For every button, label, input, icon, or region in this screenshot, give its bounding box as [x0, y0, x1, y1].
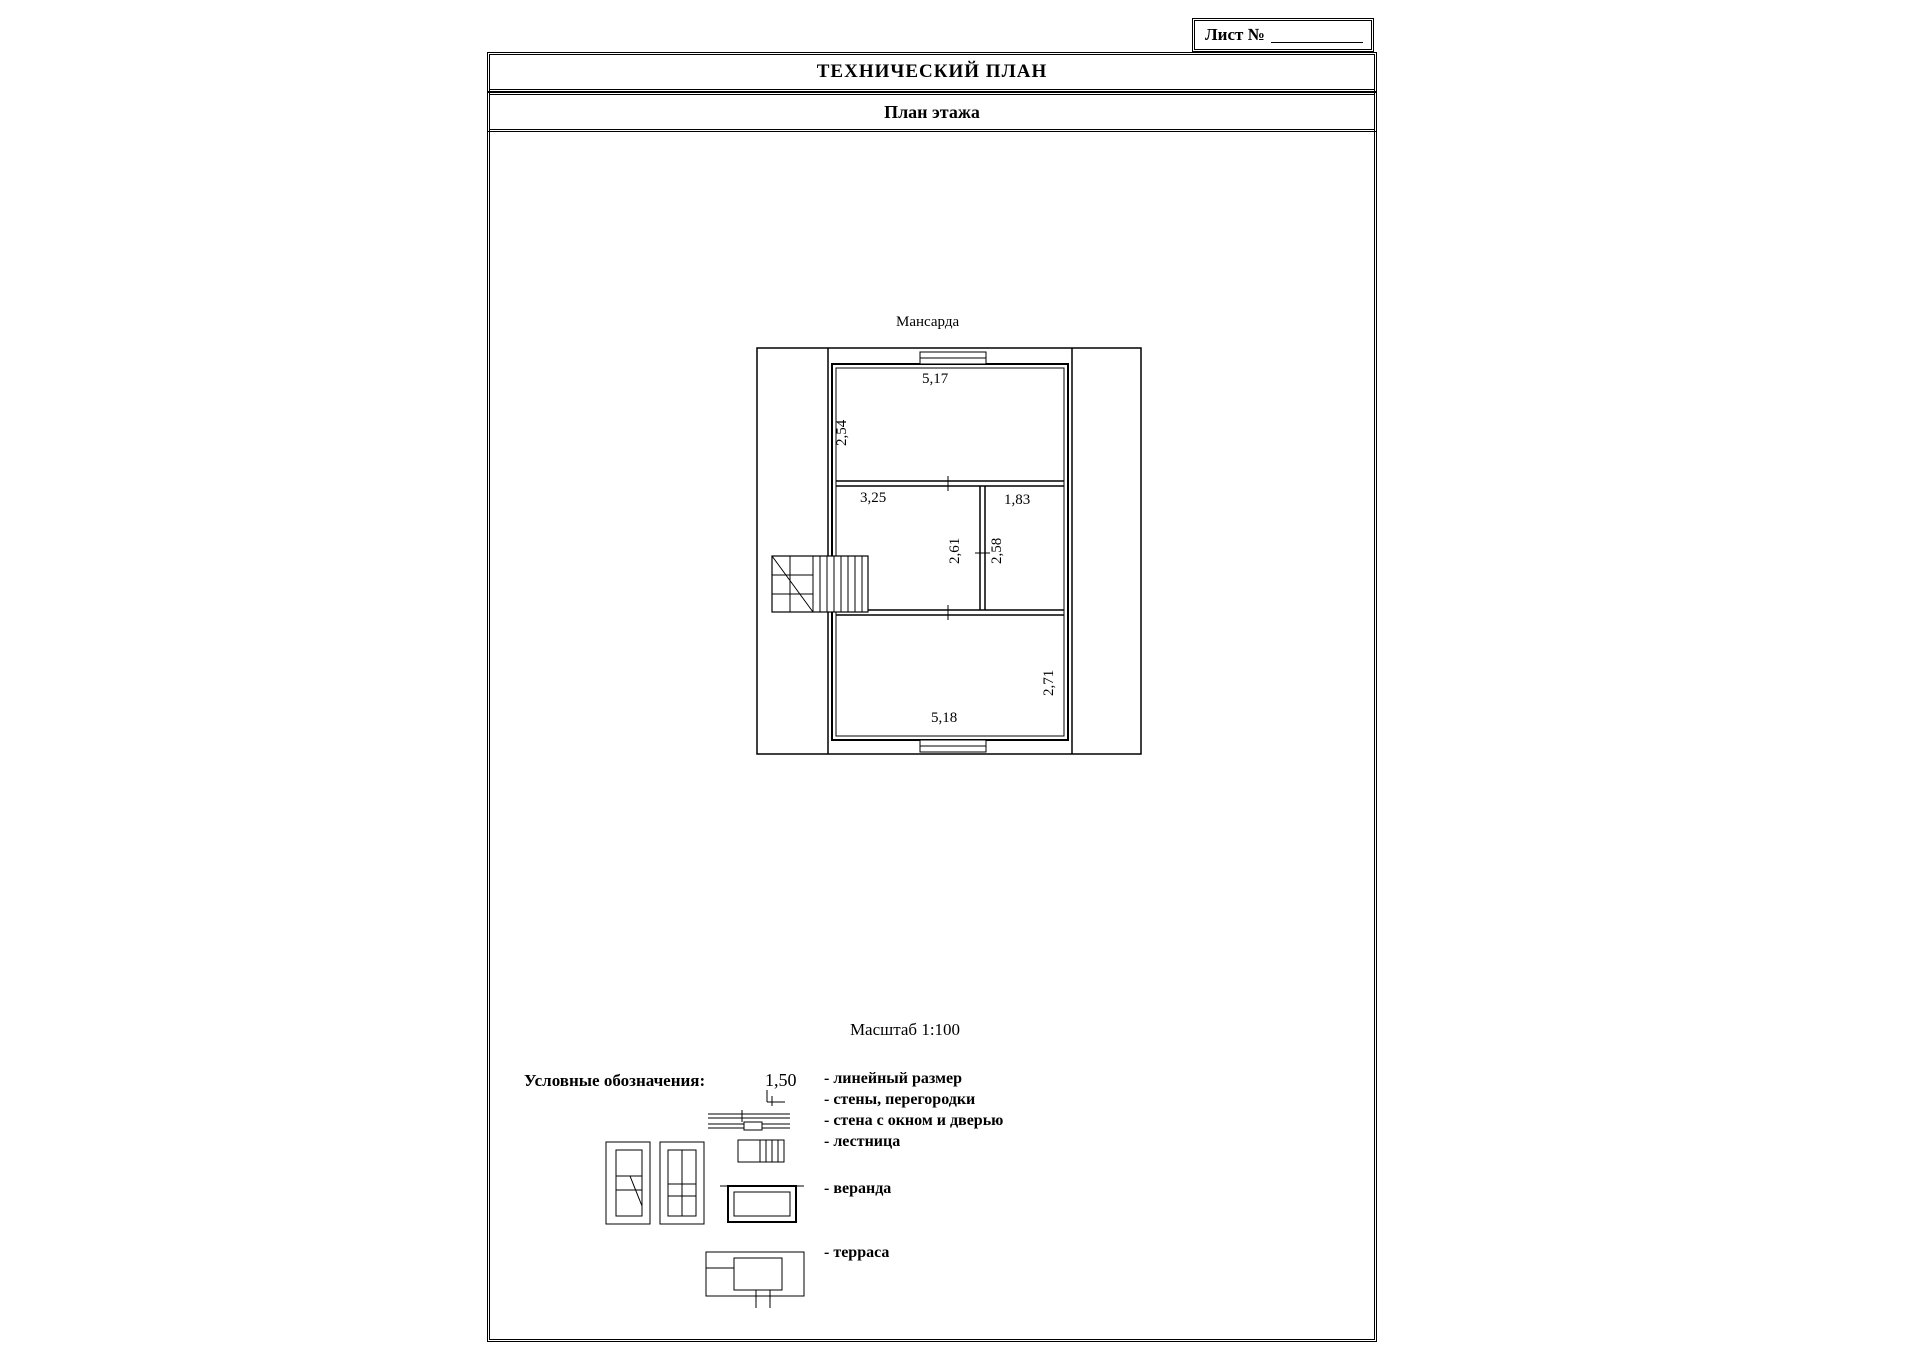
dim-mid-right-width: 1,83 [1004, 492, 1031, 508]
floor-label: Мансарда [896, 314, 960, 330]
legend-terrace-sample [706, 1252, 804, 1308]
dim-top-width: 5,17 [922, 371, 949, 387]
dim-bottom-height: 2,71 [1041, 669, 1057, 696]
legend-stair-sample [738, 1140, 784, 1162]
legend-item-linear-dimension: - линейный размер [824, 1070, 962, 1087]
legend-window-door-sample [708, 1122, 790, 1130]
dim-mid-left-height: 2,61 [947, 537, 963, 564]
document-title: ТЕХНИЧЕСКИЙ ПЛАН [487, 52, 1377, 92]
legend-title: Условные обозначения: [524, 1071, 706, 1090]
dim-bottom-width: 5,18 [931, 710, 958, 726]
legend-item-veranda: - веранда [824, 1180, 892, 1197]
staircase [772, 556, 868, 612]
dim-top-height: 2,54 [834, 419, 850, 446]
sheet-number-label: Лист № [1205, 25, 1265, 44]
legend-sample-dimension: 1,50 [765, 1070, 797, 1090]
document-subtitle: План этажа [487, 92, 1377, 132]
legend-item-staircase: - лестница [824, 1133, 901, 1150]
legend-veranda-sample [720, 1186, 804, 1222]
legend-stair-variants [606, 1142, 704, 1224]
scale-label: Масштаб 1:100 [849, 1020, 961, 1039]
legend-item-wall-window-door: - стена с окном и дверью [824, 1112, 1004, 1129]
legend-item-terrace: - терраса [824, 1244, 890, 1261]
legend-item-walls: - стены, перегородки [824, 1091, 976, 1108]
dim-mid-left-width: 3,25 [860, 490, 887, 506]
legend-dimension-sample [767, 1090, 785, 1106]
legend-wall-sample [708, 1110, 790, 1122]
dim-mid-right-height: 2,58 [989, 537, 1005, 564]
